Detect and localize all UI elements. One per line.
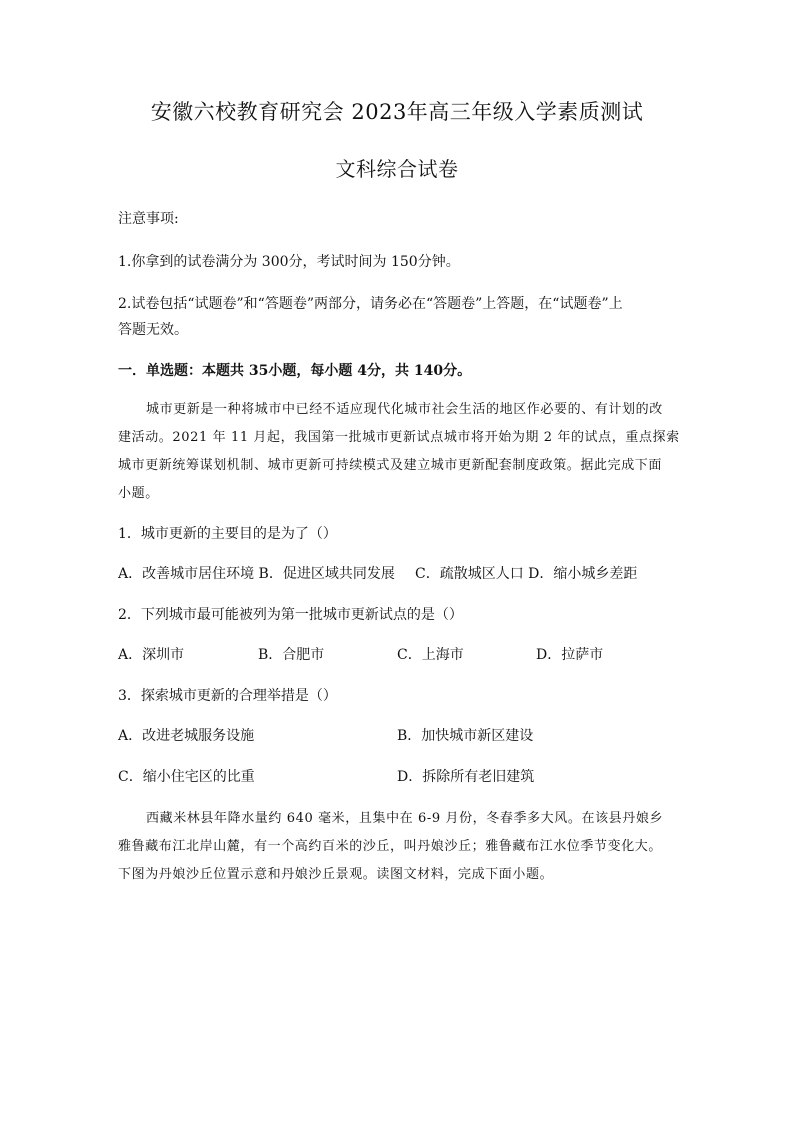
question-2-option-a: A．深圳市 — [118, 647, 185, 663]
page-subtitle: 文科综合试卷 — [335, 157, 459, 181]
passage-1-line-2: 建活动。2021 年 11 月起，我国第一批城市更新试点城市将开始为期 2 年的试点，重点探索 — [118, 430, 680, 445]
question-3-stem: 3．探索城市更新的合理举措是（） — [118, 688, 337, 704]
question-2-option-c: C．上海市 — [397, 647, 464, 663]
section-heading: 一．单选题：本题共 35小题，每小题 4分，共 140分。 — [118, 363, 472, 379]
passage-2-line-2: 雅鲁藏布江北岸山麓，有一个高约百米的沙丘，叫丹娘沙丘；雅鲁藏布江水位季节变化大。 — [118, 839, 663, 854]
notice-item-1: 1.你拿到的试卷满分为 300分，考试时间为 150分钟。 — [118, 254, 460, 270]
question-1-options-cd: C．疏散城区人口 D．缩小城乡差距 — [415, 566, 638, 582]
question-3-option-a: A．改进老城服务设施 — [118, 728, 255, 744]
question-1-options-ab: A．改善城市居住环境 B．促进区域共同发展 — [118, 566, 395, 582]
question-3-option-d: D．拆除所有老旧建筑 — [397, 769, 535, 785]
passage-1-line-1: 城市更新是一种将城市中已经不适应现代化城市社会生活的地区作必要的、有计划的改 — [146, 402, 663, 417]
question-2-option-b: B．合肥市 — [258, 647, 325, 663]
passage-1-line-3: 城市更新统筹谋划机制、城市更新可持续模式及建立城市更新配套制度政策。据此完成下面 — [118, 458, 663, 473]
question-1-stem: 1．城市更新的主要目的是为了（） — [118, 526, 337, 542]
question-2-stem: 2．下列城市最可能被列为第一批城市更新试点的是（） — [118, 607, 463, 623]
question-3-option-c: C．缩小住宅区的比重 — [118, 769, 255, 785]
passage-2-line-3: 下图为丹娘沙丘位置示意和丹娘沙丘景观。读图文材料，完成下面小题。 — [118, 867, 554, 882]
notice-heading: 注意事项: — [118, 211, 179, 227]
question-3-option-b: B．加快城市新区建设 — [397, 728, 534, 744]
passage-2-line-1: 西藏米林县年降水量约 640 毫米，且集中在 6-9 月份，冬春季多大风。在该县丹娘乡 — [146, 811, 664, 826]
page-title: 安徽六校教育研究会 2023年高三年级入学素质测试 — [150, 100, 644, 124]
passage-1-line-4: 小题。 — [118, 486, 159, 501]
notice-item-2-line-1: 2.试卷包括“试题卷”和“答题卷”两部分，请务必在“答题卷”上答题，在“试题卷”上 — [118, 296, 623, 312]
notice-item-2-line-2: 答题无效。 — [118, 322, 188, 338]
question-2-option-d: D．拉萨市 — [536, 647, 604, 663]
